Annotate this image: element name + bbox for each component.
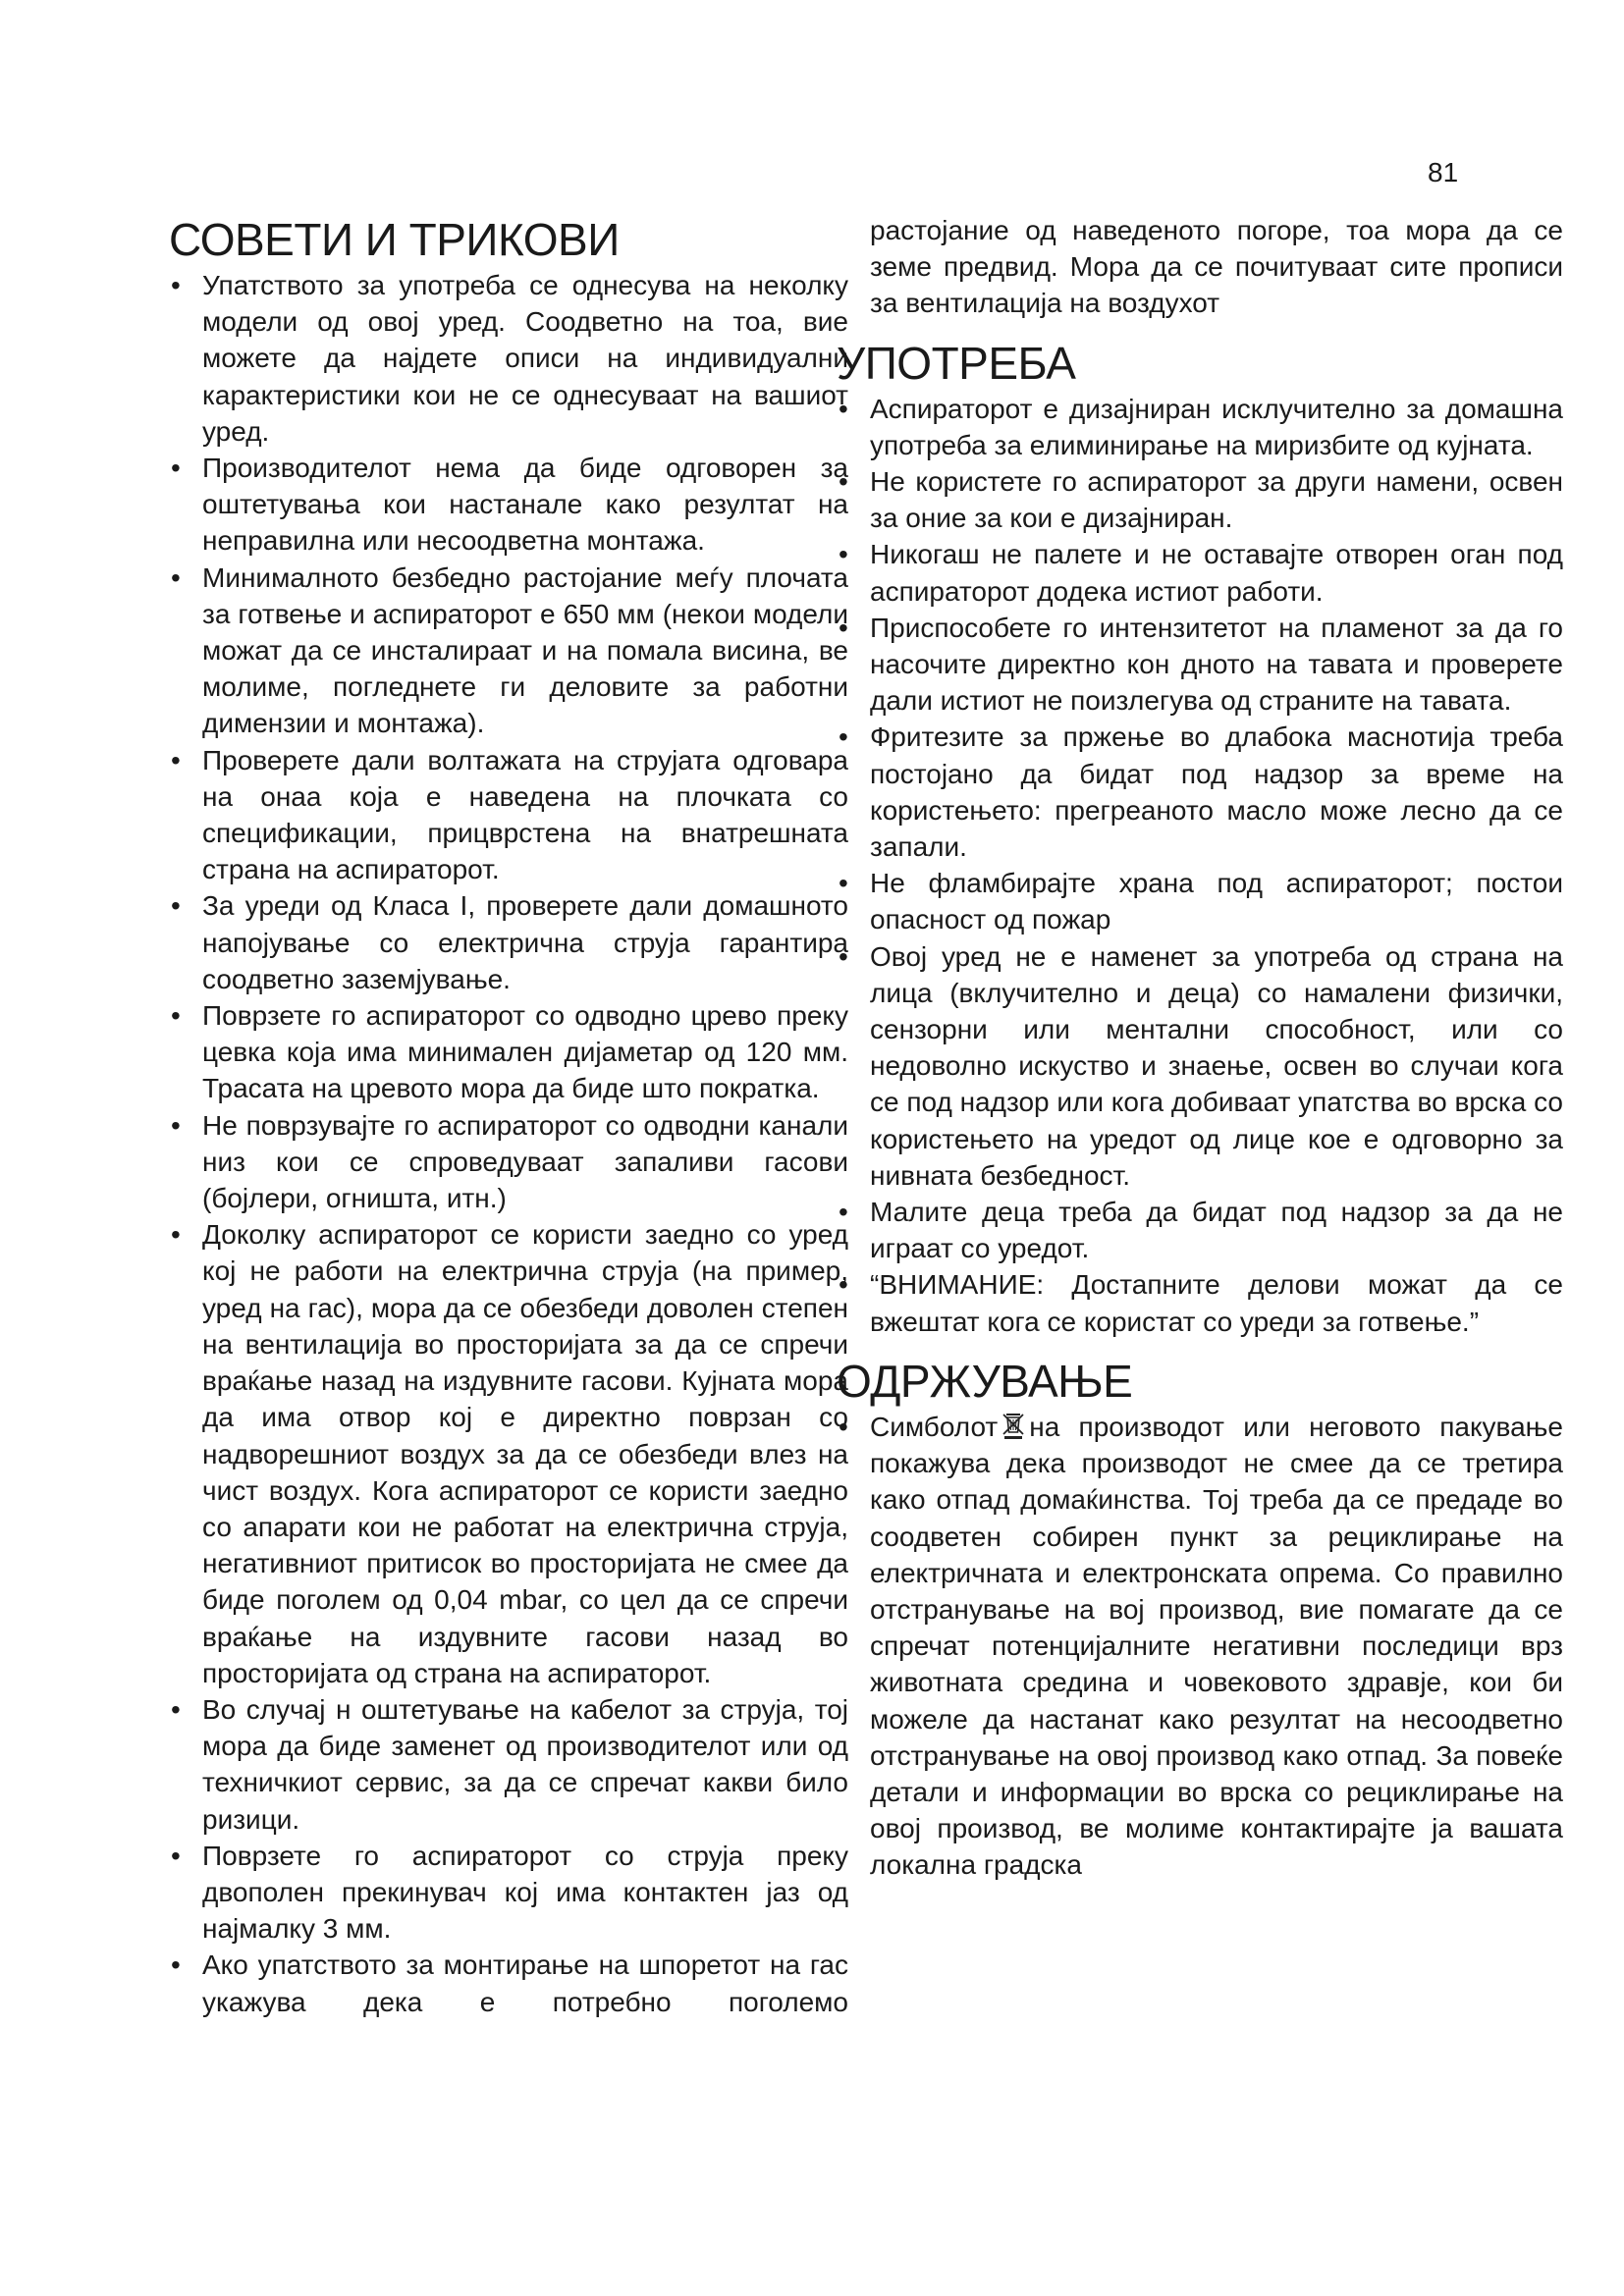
tips-heading: СОВЕТИ И ТРИКОВИ (169, 214, 620, 265)
list-item: • За уреди од Класа I, проверете дали домашното напојување со електрична струја гарантира соодветно заземјување. (169, 887, 848, 997)
page-number: 81 (1428, 157, 1459, 187)
list-item: • Производителот нема да биде одговорен за оштетувања кои настанале како резултат на неправилна или несоодветна монтажа. (169, 450, 848, 560)
list-item: • “ВНИМАНИЕ: Достапните делови можат да се вжештат кога се користат со уреди за готвење.” (837, 1266, 1563, 1339)
right-column (837, 212, 1563, 1884)
list-item: • Никогаш не палете и не оставајте отворен оган под аспираторот додека истиот работи. (837, 536, 1563, 609)
list-item: • Овој уред не е наменет за употреба од страна на лица (вклучително и деца) со намалени физички, сензорни или ментални способност, или со недоволно искуство и знаење, освен во случаи кога се под надзор или кога добиваат упатства во врска со користењето на уредот од лице кое е одговорно за нивната безбедност. (837, 938, 1563, 1194)
continued-paragraph: растојание од наведеното погоре, тоа мора да се земе предвид. Мора да се почитуваат сите прописи за вентилација на воздухот (870, 215, 1563, 319)
use-heading: УПОТРЕБА (837, 337, 1076, 389)
crossed-bin-icon (1001, 1411, 1025, 1440)
left-column (169, 212, 848, 2020)
list-item: • Минималното безбедно растојание меѓу плочата за готвење и аспираторот е 650 мм (некои модели можат да се инсталираат и на помала висина, ве молиме, погледнете ги деловите за работни димензии и монтажа). (169, 560, 848, 742)
list-item: • Малите деца треба да бидат под надзор за да не играат со уредот. (837, 1194, 1563, 1266)
list-item: • Доколку аспираторот се користи заедно со уред кој не работи на електрична струја (на пример, уред на гас), мора да се обезбеди доволен степен на вентилација во просторијата за да се спречи враќање назад на издувните гасови. Кујната мора да има отвор кој е директно поврзан со надворешниот воздух за да се обезбеди влез на чист воздух. Кога аспираторот се користи заедно со апарати кои не работат на електрична струја, негативниот притисок во просторијата не смее да биде поголем од 0,04 mbar, со цел да се спречи враќање на издувните гасови назад во просторијата од страна на аспираторот. (169, 1216, 848, 1691)
list-item: • Поврзете го аспираторот со одводно црево преку цевка која има минимален дијаметар од 120 мм. Трасата на цревото мора да биде што пократка. (169, 997, 848, 1107)
symbol-label: Симболот (870, 1411, 999, 1442)
list-item: • Ако упатството за монтирање на шпоретот на гас укажува дека е потребно поголемо (169, 1947, 848, 2019)
use-list (837, 391, 1563, 1340)
list-item: • Во случај н оштетување на кабелот за струја, тој мора да биде заменет од производителот или од техничкиот сервис, за да се спречат какви било ризици. (169, 1691, 848, 1838)
list-item (837, 1409, 1563, 1884)
list-item: • Не фламбирајте храна под аспираторот; постои опасност од пожар (837, 865, 1563, 937)
list-item: • Поврзете го аспираторот со струја преку двополен прекинувач кој има контактен јаз од најмалку 3 мм. (169, 1838, 848, 1948)
list-item: • Фритезите за пржење во длабока маснотија треба постојано да бидат под надзор за време на користењето: прегреаното масло може лесно да се запали. (837, 719, 1563, 865)
list-item: • Проверете дали волтажата на струјата одговара на онаа која е наведена на плочката со спецификации, прицврстена на внатрешната страна на аспираторот. (169, 742, 848, 888)
list-item: • Упатството за употреба се однесува на неколку модели од овој уред. Соодветно на тоа, вие можете да најдете описи на индивидуални карактеристики кои не се однесуваат на вашиот уред. (169, 267, 848, 450)
tips-list (169, 267, 848, 2020)
list-item: • Не поврзувајте го аспираторот со одводни канали низ кои се спроведуваат запаливи гасови (бојлери, огништа, итн.) (169, 1107, 848, 1217)
list-item: • Не користете го аспираторот за други намени, освен за оние за кои е дизајниран. (837, 463, 1563, 536)
list-item: • Аспираторот е дизајниран исклучително за домашна употреба за елиминирање на миризбите од кујната. (837, 391, 1563, 463)
maintenance-list (837, 1409, 1563, 1884)
list-item: • Приспособете го интензитетот на пламенот за да го насочите директно кон дното на тавата и проверете дали истиот не поизлегува од страните на тавата. (837, 610, 1563, 720)
symbol-description: на производот или неговото пакување покажува дека производот не смее да се третира како отпад домаќинства. Тој треба да се предаде во соодветен собирен пункт за рециклирање на електричната и електронската опрема. Со правилно отстранување на вој производ, вие помагате да се спречат потенцијалните негативни последици врз животната средина и човековото здравје, кои би можеле да настанат како резултат на несоодветно отстранување на овој производ како отпад. За повеќе детали и информации во врска со рециклирање на овој производ, ве молиме контактирајте ја вашата локална градска (870, 1411, 1563, 1881)
maintenance-heading: ОДРЖУВАЊЕ (837, 1355, 1133, 1407)
